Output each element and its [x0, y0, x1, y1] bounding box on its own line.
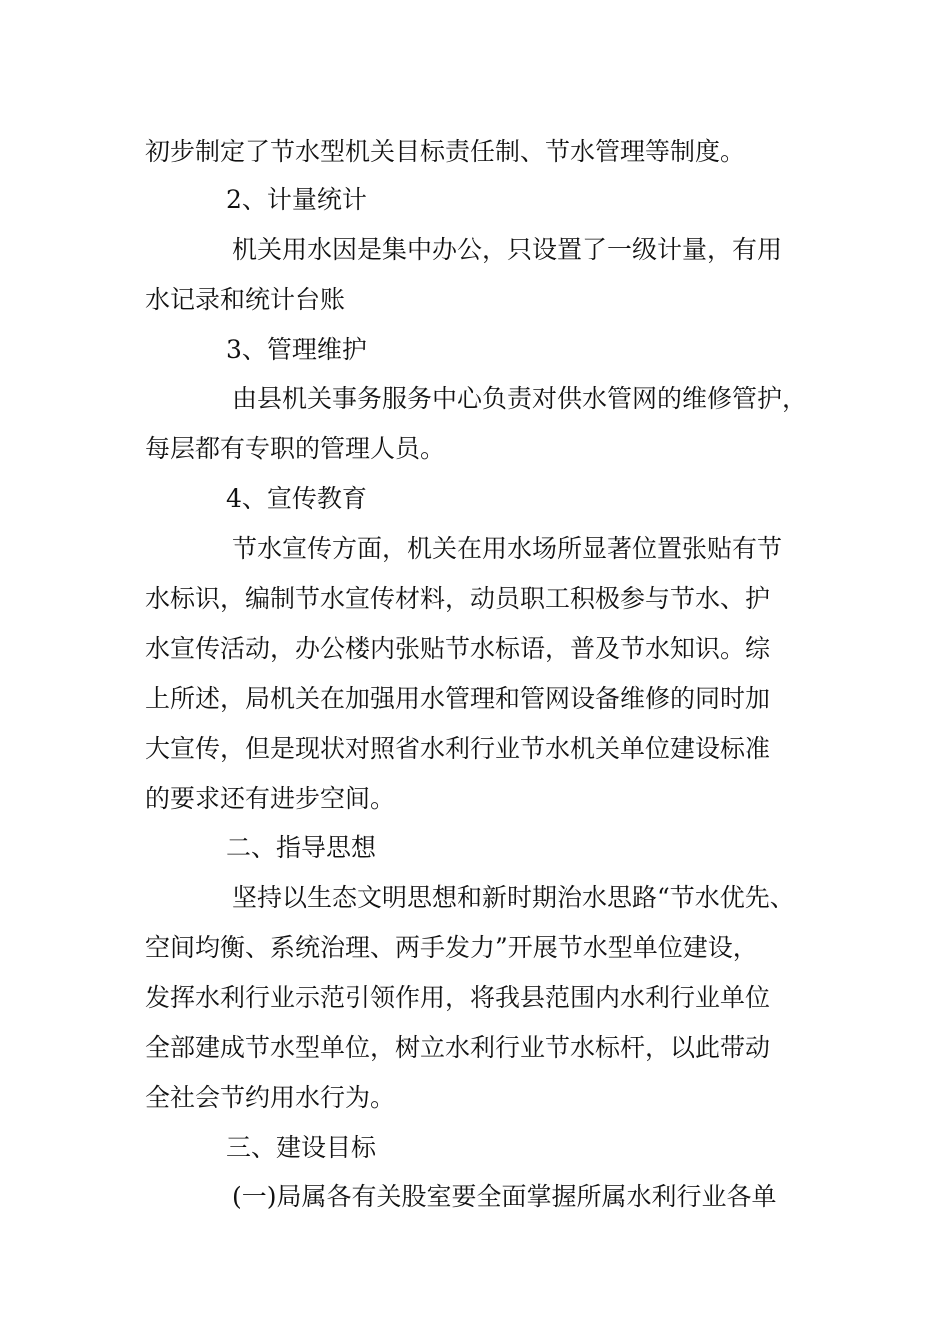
body-line: 大宣传，但是现状对照省水利行业节水机关单位建设标准 [145, 734, 771, 763]
body-line: 节水宣传方面，机关在用水场所显著位置张贴有节 [232, 534, 783, 563]
section-heading: 4、宣传教育 [226, 484, 367, 513]
body-line: 全社会节约用水行为。 [145, 1083, 396, 1112]
body-line: 坚持以生态文明思想和新时期治水思路“节水优先、 [232, 883, 795, 912]
section-heading: 三、建设目标 [226, 1133, 377, 1162]
body-line: 初步制定了节水型机关目标责任制、节水管理等制度。 [145, 137, 746, 166]
section-heading: 二、指导思想 [226, 833, 377, 862]
body-line: 水宣传活动，办公楼内张贴节水标语，普及节水知识。综 [145, 634, 771, 663]
body-line: 水记录和统计台账 [145, 285, 346, 314]
body-line: 水标识，编制节水宣传材料，动员职工积极参与节水、护 [145, 584, 771, 613]
body-line: (一)局属各有关股室要全面掌握所属水利行业各单 [232, 1182, 777, 1211]
body-line: 机关用水因是集中办公，只设置了一级计量，有用 [232, 235, 783, 264]
body-line: 的要求还有进步空间。 [145, 784, 396, 813]
body-line: 上所述，局机关在加强用水管理和管网设备维修的同时加 [145, 684, 771, 713]
body-line: 由县机关事务服务中心负责对供水管网的维修管护， [232, 384, 808, 413]
body-line: 空间均衡、系统治理、两手发力”开展节水型单位建设， [145, 933, 758, 962]
body-line: 全部建成节水型单位，树立水利行业节水标杆，以此带动 [145, 1033, 771, 1062]
section-heading: 3、管理维护 [226, 335, 367, 364]
body-line: 每层都有专职的管理人员。 [145, 434, 446, 463]
section-heading: 2、计量统计 [226, 185, 367, 214]
body-line: 发挥水利行业示范引领作用，将我县范围内水利行业单位 [145, 983, 771, 1012]
